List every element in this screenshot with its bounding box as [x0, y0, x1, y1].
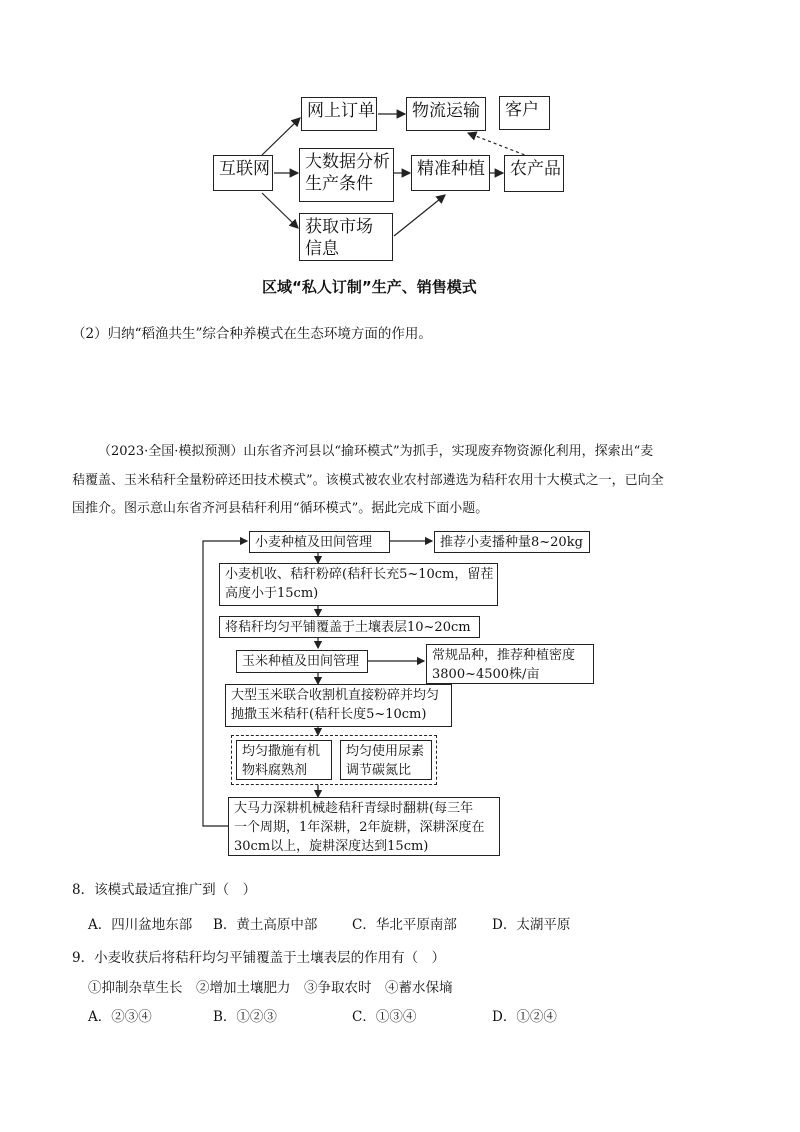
note-wheat-seeding: 推荐小麦播种量8~20kg: [434, 531, 590, 553]
q8-option-a[interactable]: A．四川盆地东部: [88, 917, 193, 933]
step-wheat-harvest-line2: 高度小于15cm): [225, 586, 319, 601]
market-line1: 获取市场: [305, 217, 373, 237]
intro-line-3: 国推介。图示意山东省齐河县秸秆利用“循环模式”。据此完成下面小题。: [72, 501, 489, 516]
step-corn-harvest: [225, 684, 452, 727]
step-deep-plowing: [228, 797, 500, 856]
q9-option-b[interactable]: B．①②③: [213, 1009, 277, 1025]
question-9-stem: 9．小麦收获后将秸秆均匀平铺覆盖于土壤表层的作用有（ ）: [72, 950, 446, 966]
step-urea-line2: 调节碳氮比: [346, 763, 412, 778]
step-urea-line1: 均匀使用尿素: [346, 744, 425, 759]
q9-option-c[interactable]: C．①③④: [352, 1009, 417, 1025]
box-products: 农产品: [504, 155, 564, 192]
step-decomposer-line2: 物料腐熟剂: [242, 763, 308, 778]
step-wheat-harvest-line1: 小麦机收、秸秆粉碎(秸秆长充5~10cm，留茬: [225, 567, 494, 582]
q9-option-d[interactable]: D．①②④: [492, 1009, 557, 1025]
step-straw-cover: 将秸秆均匀平铺覆盖于土壤表层10~20cm: [219, 616, 480, 638]
step-urea: [340, 740, 432, 780]
step-corn-harvest-line2: 抛撒玉米秸秆(秸秆长度5~10cm): [231, 707, 427, 722]
step-deep-plowing-line1: 大马力深耕机械趁秸秆青绿时翻耕(每三年: [234, 801, 474, 816]
big-data-line1: 大数据分析: [305, 152, 390, 172]
step-wheat-planting: 小麦种植及田间管理: [249, 531, 390, 553]
intro-line-2: 秸覆盖、玉米秸秆全量粉碎还田技术模式”。该模式被农业农村部遴选为秸秆农用十大模式之一，已向全: [72, 473, 664, 488]
question-8-stem: 8．该模式最适宜推广到（ ）: [72, 882, 257, 898]
question-9-items: ①抑制杂草生长 ②增加土壤肥力 ③争取农时 ④蓄水保墒: [88, 980, 453, 996]
note-corn-density-line2: 3800~4500株/亩: [432, 667, 540, 682]
step-corn-harvest-line1: 大型玉米联合收割机直接粉碎并均匀: [231, 688, 440, 703]
box-online-order: 网上订单: [301, 97, 377, 131]
step-deep-plowing-line3: 30cm以上，旋耕深度达到15cm): [234, 839, 429, 854]
box-logistics: 物流运输: [406, 97, 486, 131]
question-2: （2）归纳“稻渔共生”综合种养模式在生态环境方面的作用。: [72, 326, 432, 342]
q8-option-b[interactable]: B．黄土高原中部: [213, 917, 318, 933]
box-precision: 精准种植: [411, 155, 490, 191]
step-deep-plowing-line2: 一个周期，1年深耕，2年旋耕，深耕深度在: [234, 820, 485, 835]
step-wheat-harvest: [219, 563, 498, 606]
box-internet: 互联网: [213, 155, 273, 191]
intro-line-1: （2023·全国·模拟预测）山东省齐河县以“揄环模式”为抓手，实现废弃物资源化利用，探索出“麦: [98, 444, 654, 459]
step-corn-planting: 玉米种植及田间管理: [236, 650, 368, 673]
big-data-line2: 生产条件: [305, 174, 373, 194]
step-decomposer: [236, 740, 332, 780]
market-line2: 信息: [305, 239, 339, 259]
q9-option-a[interactable]: A．②③④: [88, 1009, 152, 1025]
box-customer: 客户: [499, 96, 550, 130]
step-decomposer-line1: 均匀撒施有机: [242, 744, 321, 759]
note-corn-density: [426, 644, 594, 684]
q8-option-d[interactable]: D．太湖平原: [492, 917, 571, 933]
note-corn-density-line1: 常规品种，推荐种植密度: [432, 648, 576, 663]
q8-option-c[interactable]: C．华北平原南部: [352, 917, 457, 933]
diagram1-caption: 区域“私人订制”生产、销售模式: [262, 278, 477, 296]
